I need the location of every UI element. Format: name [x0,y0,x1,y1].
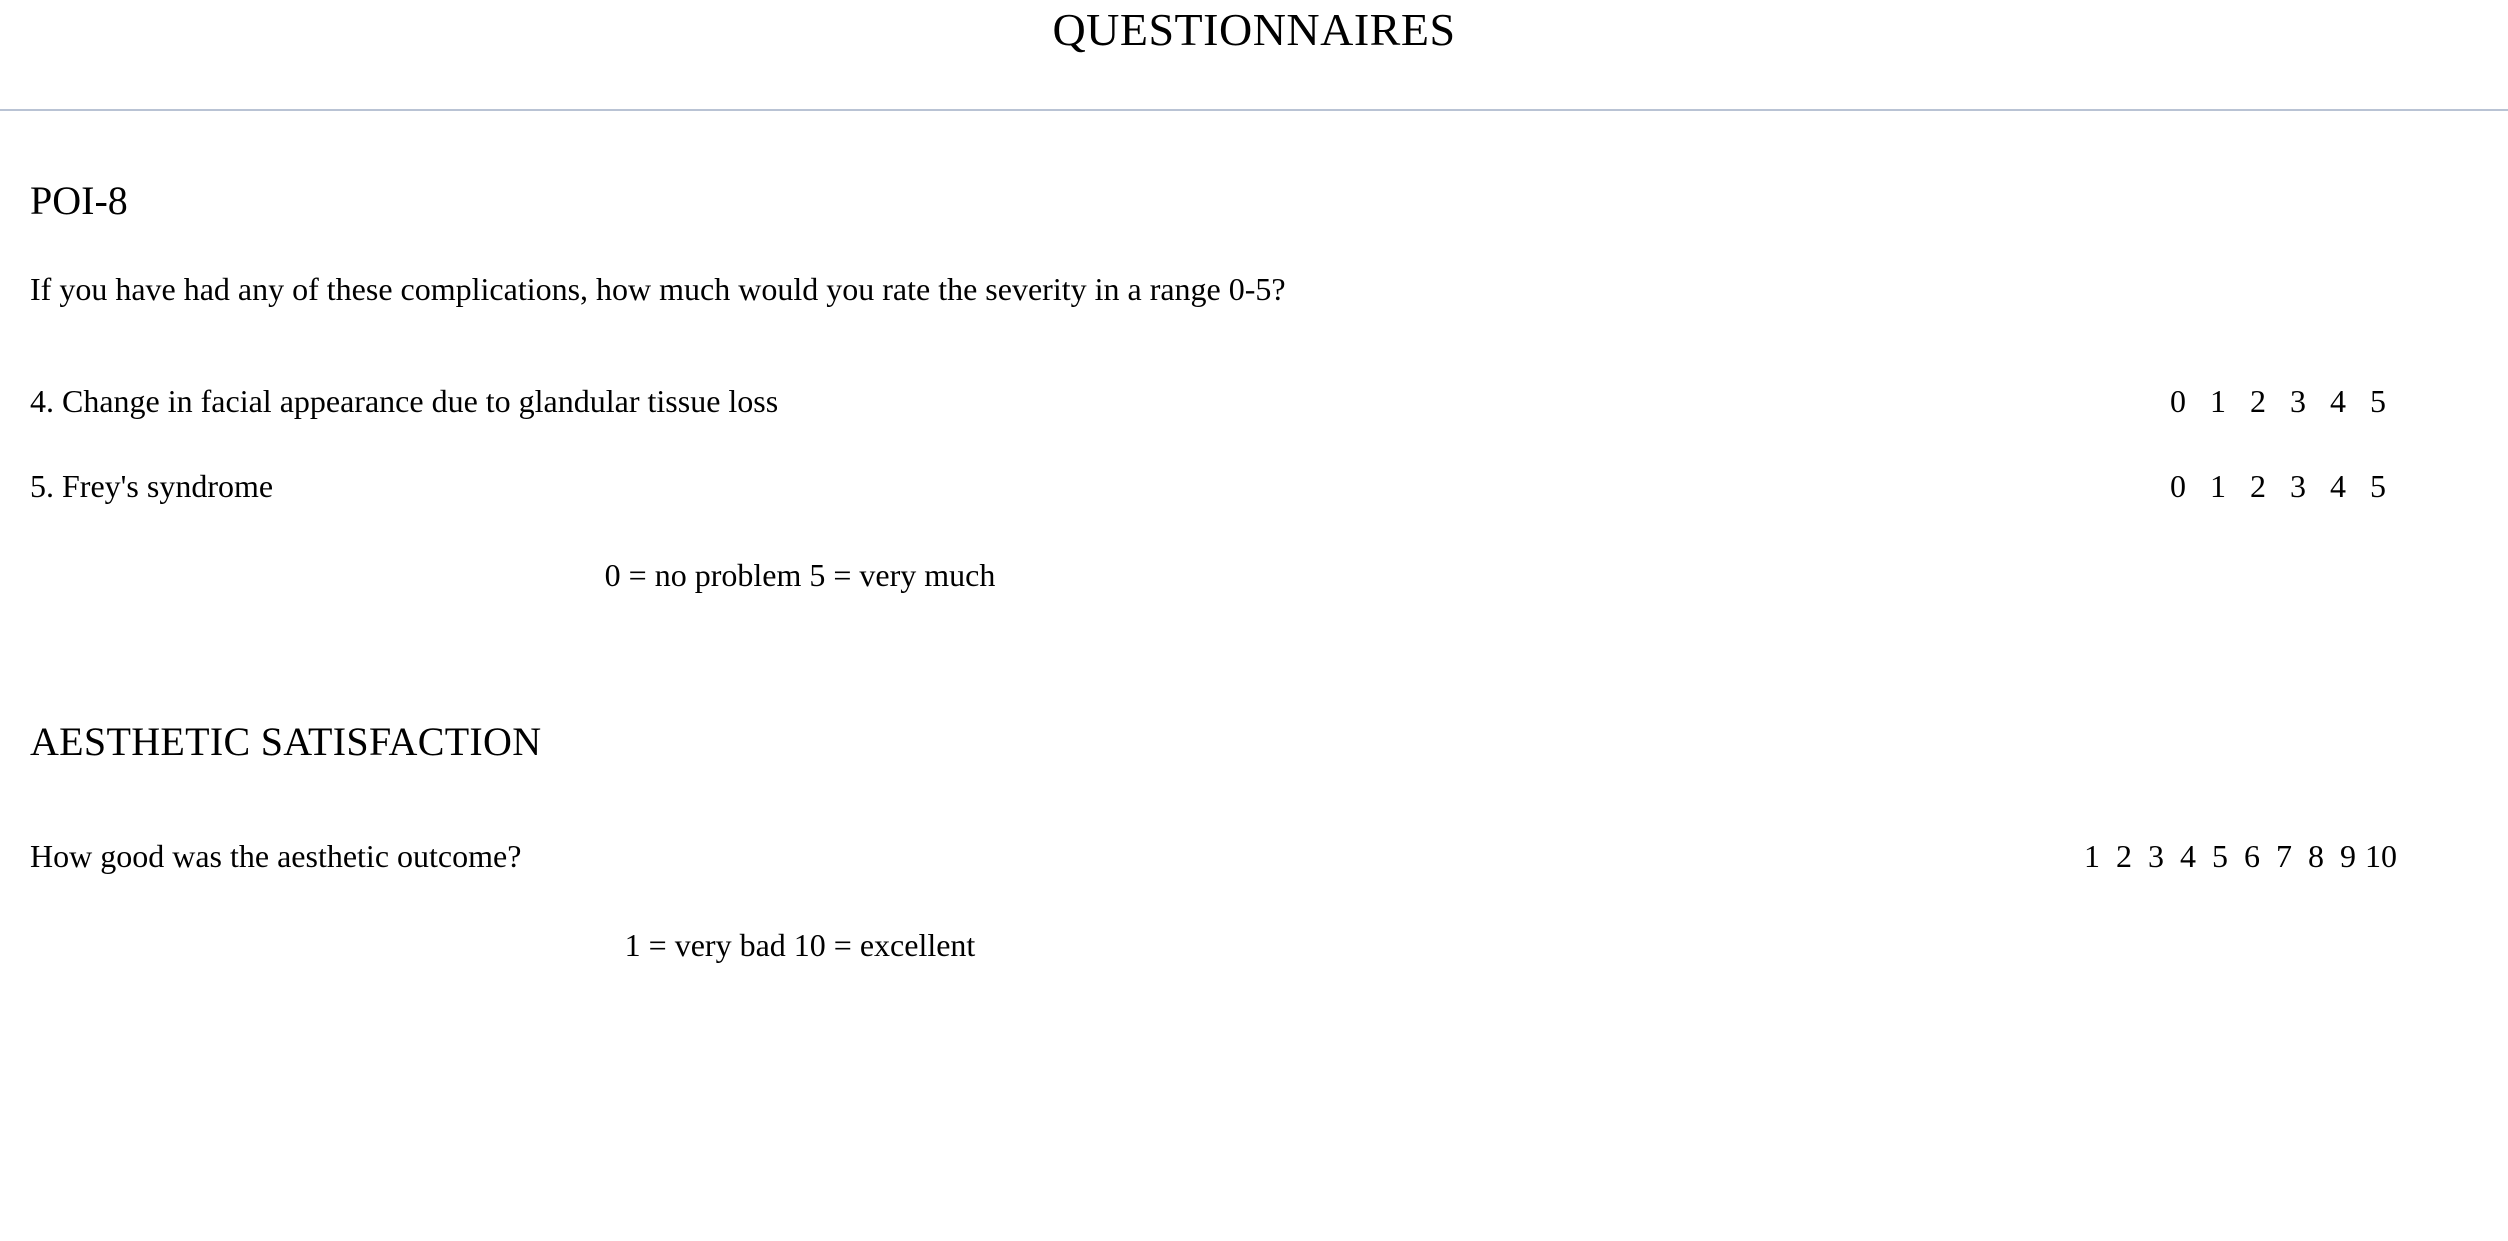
question-row [30,468,2478,505]
scale-option[interactable]: 4 [2330,382,2346,419]
question-row [30,838,2478,875]
scale-option[interactable]: 2 [2116,837,2132,874]
rating-scale[interactable] [2076,838,2398,875]
question-row [30,383,2478,420]
scale-option[interactable]: 2 [2250,467,2266,504]
scale-option[interactable]: 10 [2365,837,2397,874]
scale-option[interactable]: 3 [2290,467,2306,504]
question-label: How good was the aesthetic outcome? [30,837,522,874]
section-intro-poi8: If you have had any of these complications, how much would you rate the severity in a range 0-5? [30,271,1286,308]
section-heading-poi8: POI-8 [30,178,128,224]
scale-option[interactable]: 8 [2308,837,2324,874]
section-spacer [30,594,2478,652]
scale-option[interactable]: 0 [2170,467,2186,504]
scale-option[interactable]: 3 [2148,837,2164,874]
scale-option[interactable]: 1 [2210,467,2226,504]
section-heading-aesthetic-satisfaction: AESTHETIC SATISFACTION [30,718,542,764]
scale-option[interactable]: 0 [2170,382,2186,419]
scale-option[interactable]: 4 [2330,467,2346,504]
scale-option[interactable]: 4 [2180,837,2196,874]
scale-legend: 1 = very bad 10 = excellent [624,926,976,963]
scale-legend: 0 = no problem 5 = very much [604,556,996,593]
scale-option[interactable]: 7 [2276,837,2292,874]
rating-scale[interactable] [2158,383,2398,420]
document-content [0,177,2508,964]
scale-option[interactable]: 1 [2210,382,2226,419]
scale-option[interactable]: 1 [2084,837,2100,874]
rating-scale[interactable] [2158,468,2398,505]
question-label: 4. Change in facial appearance due to glandular tissue loss [30,382,779,419]
question-label: 5. Frey's syndrome [30,467,274,504]
scale-option[interactable]: 2 [2250,382,2266,419]
scale-option[interactable]: 5 [2370,382,2386,419]
scale-option[interactable]: 6 [2244,837,2260,874]
scale-option[interactable]: 5 [2370,467,2386,504]
scale-option[interactable]: 3 [2290,382,2306,419]
page-title: QUESTIONNAIRES [1052,4,1456,55]
scale-option[interactable]: 5 [2212,837,2228,874]
header-divider [0,109,2508,111]
scale-option[interactable]: 9 [2340,837,2356,874]
